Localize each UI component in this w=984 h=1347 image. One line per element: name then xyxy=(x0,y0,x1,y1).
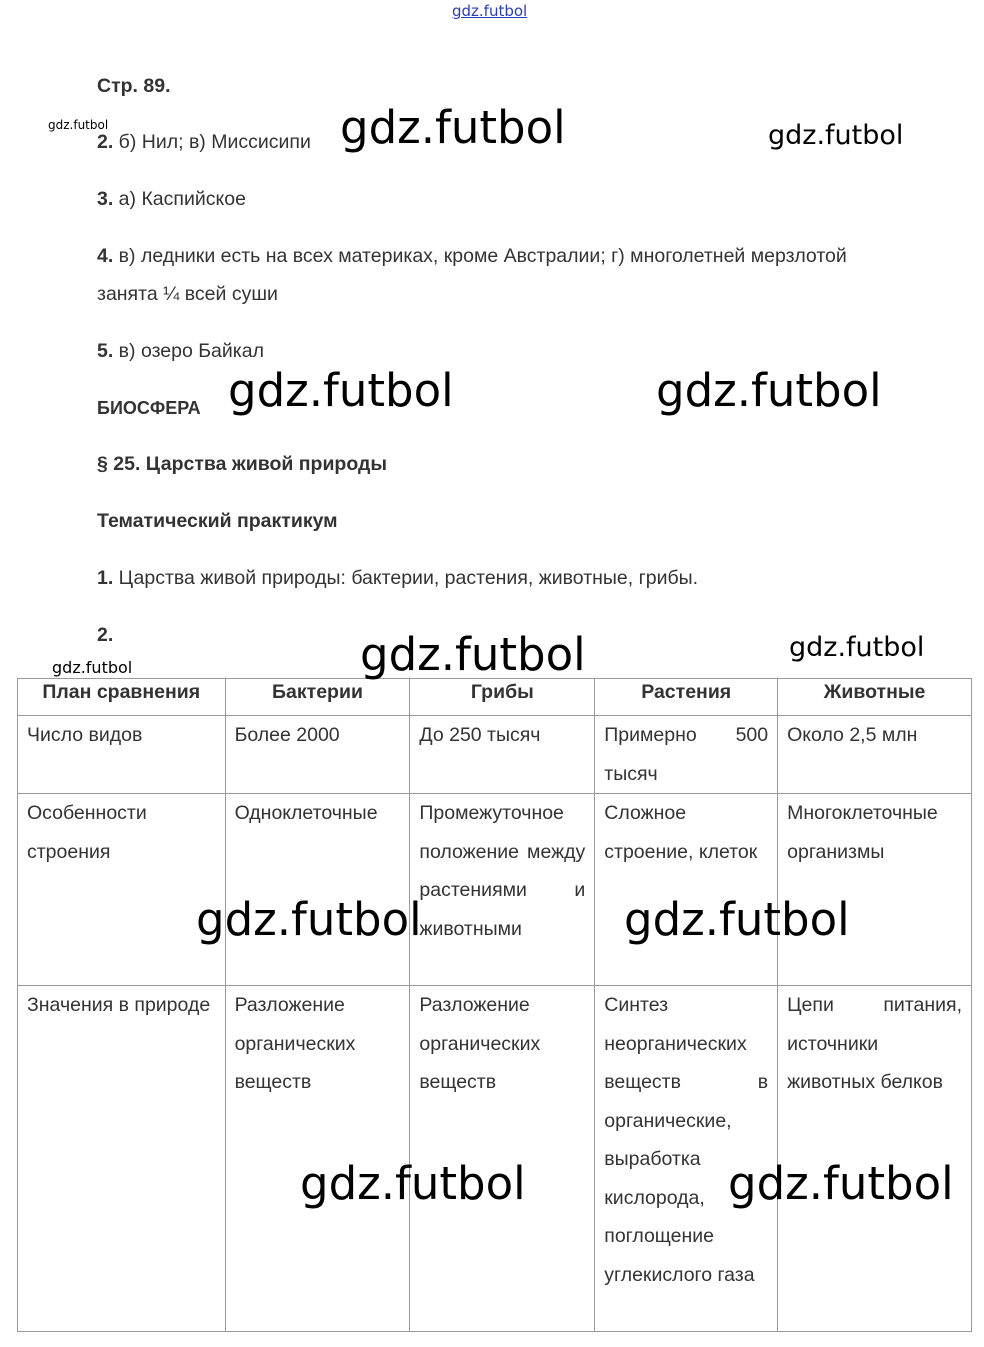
table-cell: Число видов xyxy=(18,716,226,794)
answer-4-number: 4. xyxy=(97,245,114,267)
answer-5-number: 5. xyxy=(97,340,114,362)
watermark: gdz.futbol xyxy=(228,364,454,417)
paragraph-heading: § 25. Царства живой природы xyxy=(97,453,388,475)
watermark: gdz.futbol xyxy=(300,1157,526,1210)
answer-4-text: в) ледники есть на всех материках, кроме Австралии; г) многолетней мерзлотой xyxy=(113,245,847,267)
table-cell: Особенности строения xyxy=(18,794,226,986)
watermark: gdz.futbol xyxy=(768,120,904,151)
table-cell: Промежуточное положение между растениями и животными xyxy=(410,794,595,986)
table-cell: Сложное строение, клеток xyxy=(595,794,778,986)
table-cell: Разложение органических веществ xyxy=(225,986,410,1332)
table-cell: Разложение органических веществ xyxy=(410,986,595,1332)
table-cell: Синтез неорганических веществ в органические, выработка кислорода, поглощение углекислого газа xyxy=(595,986,778,1332)
page-reference: Стр. 89. xyxy=(97,75,171,97)
column-header-plants: Растения xyxy=(595,679,778,716)
table-cell: Одноклеточные xyxy=(225,794,410,986)
answer-3-number: 3. xyxy=(97,188,114,210)
comparison-table xyxy=(17,678,972,1332)
watermark: gdz.futbol xyxy=(48,118,109,132)
table-cell: Значения в природе xyxy=(18,986,226,1332)
table-cell: Более 2000 xyxy=(225,716,410,794)
watermark: gdz.futbol xyxy=(360,628,586,681)
answer-2-text: б) Нил; в) Миссисипи xyxy=(113,131,311,153)
answer-3-text: а) Каспийское xyxy=(113,188,246,210)
table-row xyxy=(18,716,972,794)
column-header-plan: План сравнения xyxy=(18,679,226,716)
table-cell: Многоклеточные организмы xyxy=(778,794,972,986)
question-1 xyxy=(97,559,698,597)
watermark: gdz.futbol xyxy=(196,893,422,946)
answer-2-number: 2. xyxy=(97,131,114,153)
column-header-bacteria: Бактерии xyxy=(225,679,410,716)
table-cell: Около 2,5 млн xyxy=(778,716,972,794)
table-header-row xyxy=(18,679,972,716)
question-1-text: Царства живой природы: бактерии, растения, животные, грибы. xyxy=(113,567,699,589)
watermark: gdz.futbol xyxy=(52,658,133,677)
answer-4 xyxy=(97,237,847,275)
answer-2 xyxy=(97,123,311,161)
practicum-heading: Тематический практикум xyxy=(97,510,338,532)
table-cell: Примерно 500 тысяч xyxy=(595,716,778,794)
table-cell: Цепи питания, источники животных белков xyxy=(778,986,972,1332)
answer-5-text: в) озеро Байкал xyxy=(113,340,264,362)
answer-4-continuation: занята ¼ всей суши xyxy=(97,283,278,305)
watermark: gdz.futbol xyxy=(789,632,925,663)
watermark: gdz.futbol xyxy=(624,893,850,946)
section-heading: БИОСФЕРА xyxy=(97,398,201,418)
watermark: gdz.futbol xyxy=(340,101,566,154)
watermark: gdz.futbol xyxy=(728,1157,954,1210)
table-cell: До 250 тысяч xyxy=(410,716,595,794)
column-header-fungi: Грибы xyxy=(410,679,595,716)
table-row xyxy=(18,794,972,986)
column-header-animals: Животные xyxy=(778,679,972,716)
watermark: gdz.futbol xyxy=(656,364,882,417)
question-2-number: 2. xyxy=(97,624,114,646)
question-1-number: 1. xyxy=(97,567,114,589)
answer-3 xyxy=(97,180,246,218)
watermark-top-link[interactable]: gdz.futbol xyxy=(452,2,528,20)
